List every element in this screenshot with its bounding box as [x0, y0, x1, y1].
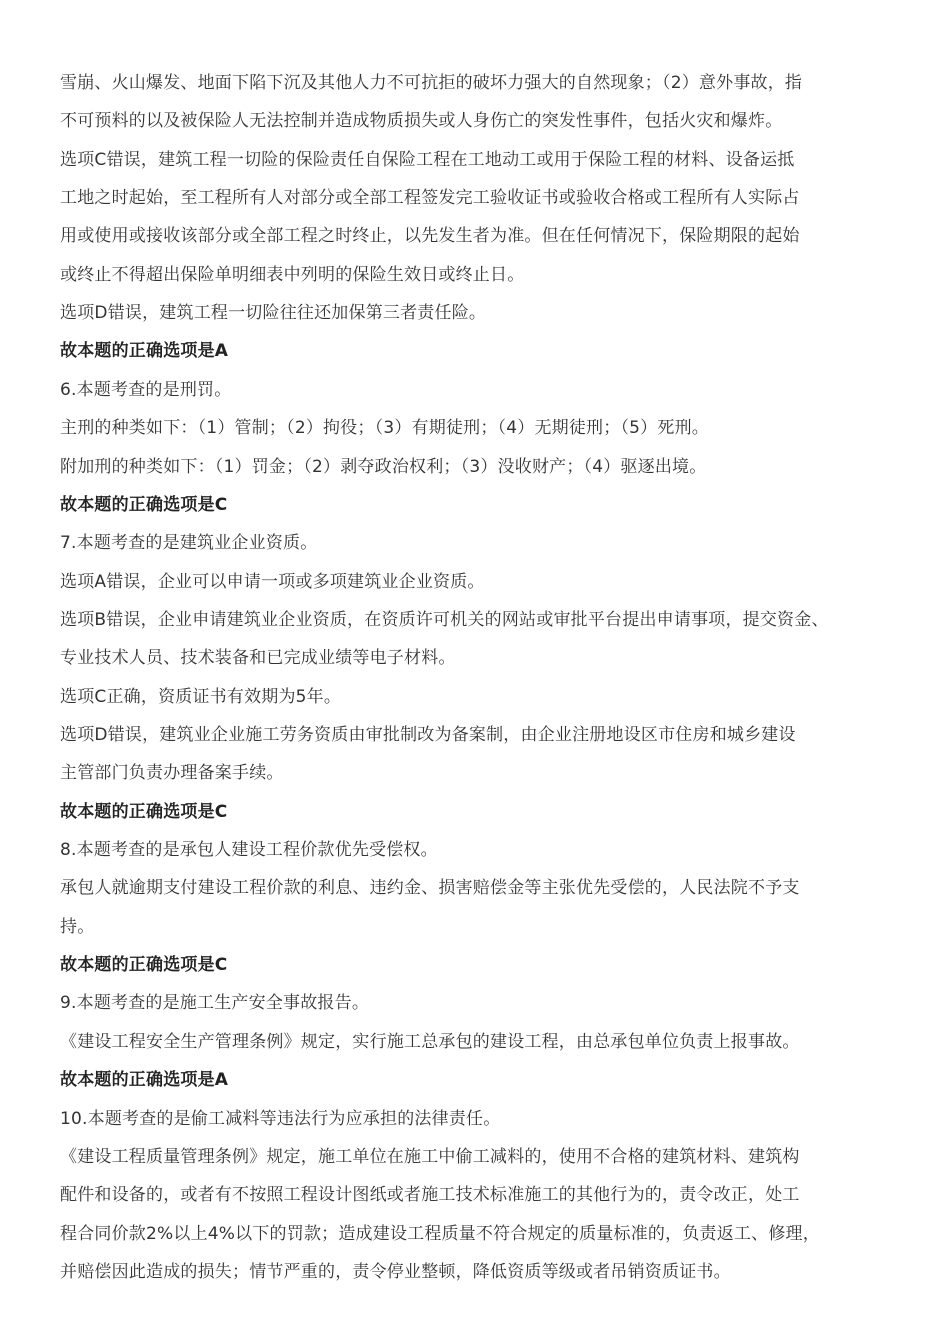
text-line: 雪崩、火山爆发、地面下陷下沉及其他人力不可抗拒的破坏力强大的自然现象；（2）意外事故，指: [60, 73, 803, 93]
answer-line: 故本题的正确选项是A: [60, 341, 229, 362]
text-line: 6.本题考查的是刑罚。: [60, 379, 232, 400]
text-line: 工地之时起始，至工程所有人对部分或全部工程签发完工验收证书或验收合格或工程所有人实际占: [60, 188, 800, 209]
text-line: 附加刑的种类如下：（1）罚金；（2）剥夺政治权利；（3）没收财产；（4）驱逐出境。: [60, 456, 707, 477]
text-line: 选项C正确，资质证书有效期为5年。: [60, 686, 342, 707]
answer-line: 故本题的正确选项是C: [60, 955, 228, 976]
text-line: 承包人就逾期支付建设工程价款的利息、违约金、损害赔偿金等主张优先受偿的，人民法院不予支: [60, 878, 800, 899]
text-line: 选项B错误，企业申请建筑业企业资质，在资质许可机关的网站或审批平台提出申请事项，提交资金、: [60, 609, 829, 630]
text-line: 持。: [60, 916, 95, 937]
text-line: 主管部门负责办理备案手续。: [60, 763, 284, 784]
answer-line: 故本题的正确选项是A: [60, 1070, 229, 1091]
text-line: 或终止不得超出保险单明细表中列明的保险生效日或终止日。: [60, 264, 525, 285]
text-line: 配件和设备的，或者有不按照工程设计图纸或者施工技术标准施工的其他行为的，责令改正，处工: [60, 1185, 800, 1206]
text-line: 8.本题考查的是承包人建设工程价款优先受偿权。: [60, 840, 438, 860]
answer-line: 故本题的正确选项是C: [60, 494, 228, 515]
text-line: 选项D错误，建筑工程一切险往往还加保第三者责任险。: [60, 303, 487, 324]
text-line: 并赔偿因此造成的损失；情节严重的，责令停业整顿，降低资质等级或者吊销资质证书。: [60, 1261, 731, 1282]
text-line: 不可预料的以及被保险人无法控制并造成物质损失或人身伤亡的突发性事件，包括火灾和爆炸。: [60, 111, 783, 132]
text-line: 《建设工程质量管理条例》规定，施工单位在施工中偷工减料的，使用不合格的建筑材料、建筑构: [60, 1146, 800, 1167]
text-line: 7.本题考查的是建筑业企业资质。: [60, 533, 318, 554]
text-line: 主刑的种类如下：（1）管制；（2）拘役；（3）有期徒刑；（4）无期徒刑；（5）死刑。: [60, 418, 709, 439]
text-line: 用或使用或接收该部分或全部工程之时终止，以先发生者为准。但在任何情况下，保险期限的起始: [60, 226, 800, 247]
text-line: 专业技术人员、技术装备和已完成业绩等电子材料。: [60, 648, 456, 669]
text-line: 选项A错误，企业可以申请一项或多项建筑业企业资质。: [60, 571, 485, 592]
text-line: 选项D错误，建筑业企业施工劳务资质由审批制改为备案制，由企业注册地设区市住房和城乡建设: [60, 725, 796, 745]
answer-line: 故本题的正确选项是C: [60, 801, 228, 822]
text-line: 程合同价款2%以上4%以下的罚款；造成建设工程质量不符合规定的质量标准的，负责返工、修理，: [60, 1223, 820, 1244]
text-line: 《建设工程安全生产管理条例》规定，实行施工总承包的建设工程，由总承包单位负责上报事故。: [60, 1031, 800, 1052]
text-line: 9.本题考查的是施工生产安全事故报告。: [60, 993, 370, 1014]
text-line: 选项C错误，建筑工程一切险的保险责任自保险工程在工地动工或用于保险工程的材料、设备运抵: [60, 149, 795, 170]
text-line: 10.本题考查的是偷工减料等违法行为应承担的法律责任。: [60, 1108, 501, 1129]
